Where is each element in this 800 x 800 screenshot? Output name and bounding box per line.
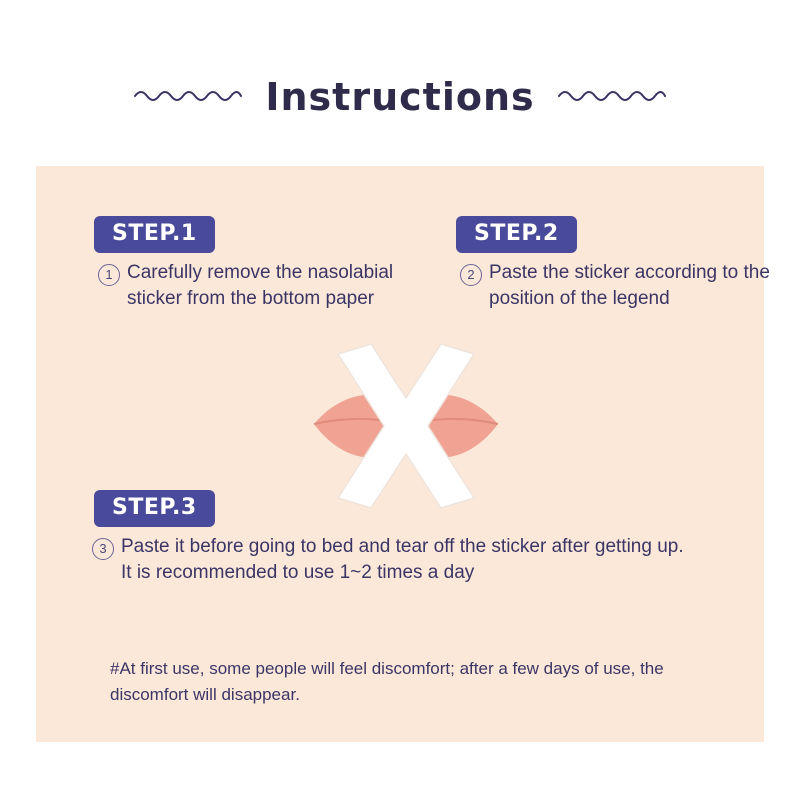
squiggle-right-icon	[557, 87, 667, 108]
instructions-panel	[36, 166, 770, 742]
squiggle-left-icon	[133, 87, 243, 108]
step-1-block	[98, 260, 398, 312]
step-1-text: Carefully remove the nasolabial sticker from the bottom paper	[127, 262, 394, 309]
step-2-text: Paste the sticker according to the position of the legend	[489, 262, 770, 309]
lips-with-x-sticker-icon	[296, 336, 516, 516]
step-3-badge: STEP.3	[94, 490, 215, 527]
step-2-block	[460, 260, 790, 312]
step-3-number: 3	[92, 538, 114, 560]
step-1-number: 1	[98, 264, 120, 286]
step-1-badge: STEP.1	[94, 216, 215, 253]
step-2-number: 2	[460, 264, 482, 286]
footer-note: #At first use, some people will feel discomfort; after a few days of use, the discomfort will disappear.	[110, 659, 664, 704]
step-3-text: Paste it before going to bed and tear off the sticker after getting up. It is recommended to use 1~2 times a day	[121, 536, 684, 583]
step-2-badge: STEP.2	[456, 216, 577, 253]
page-title: Instructions	[265, 75, 535, 119]
step-3-block	[92, 534, 692, 586]
page-header	[0, 66, 800, 128]
